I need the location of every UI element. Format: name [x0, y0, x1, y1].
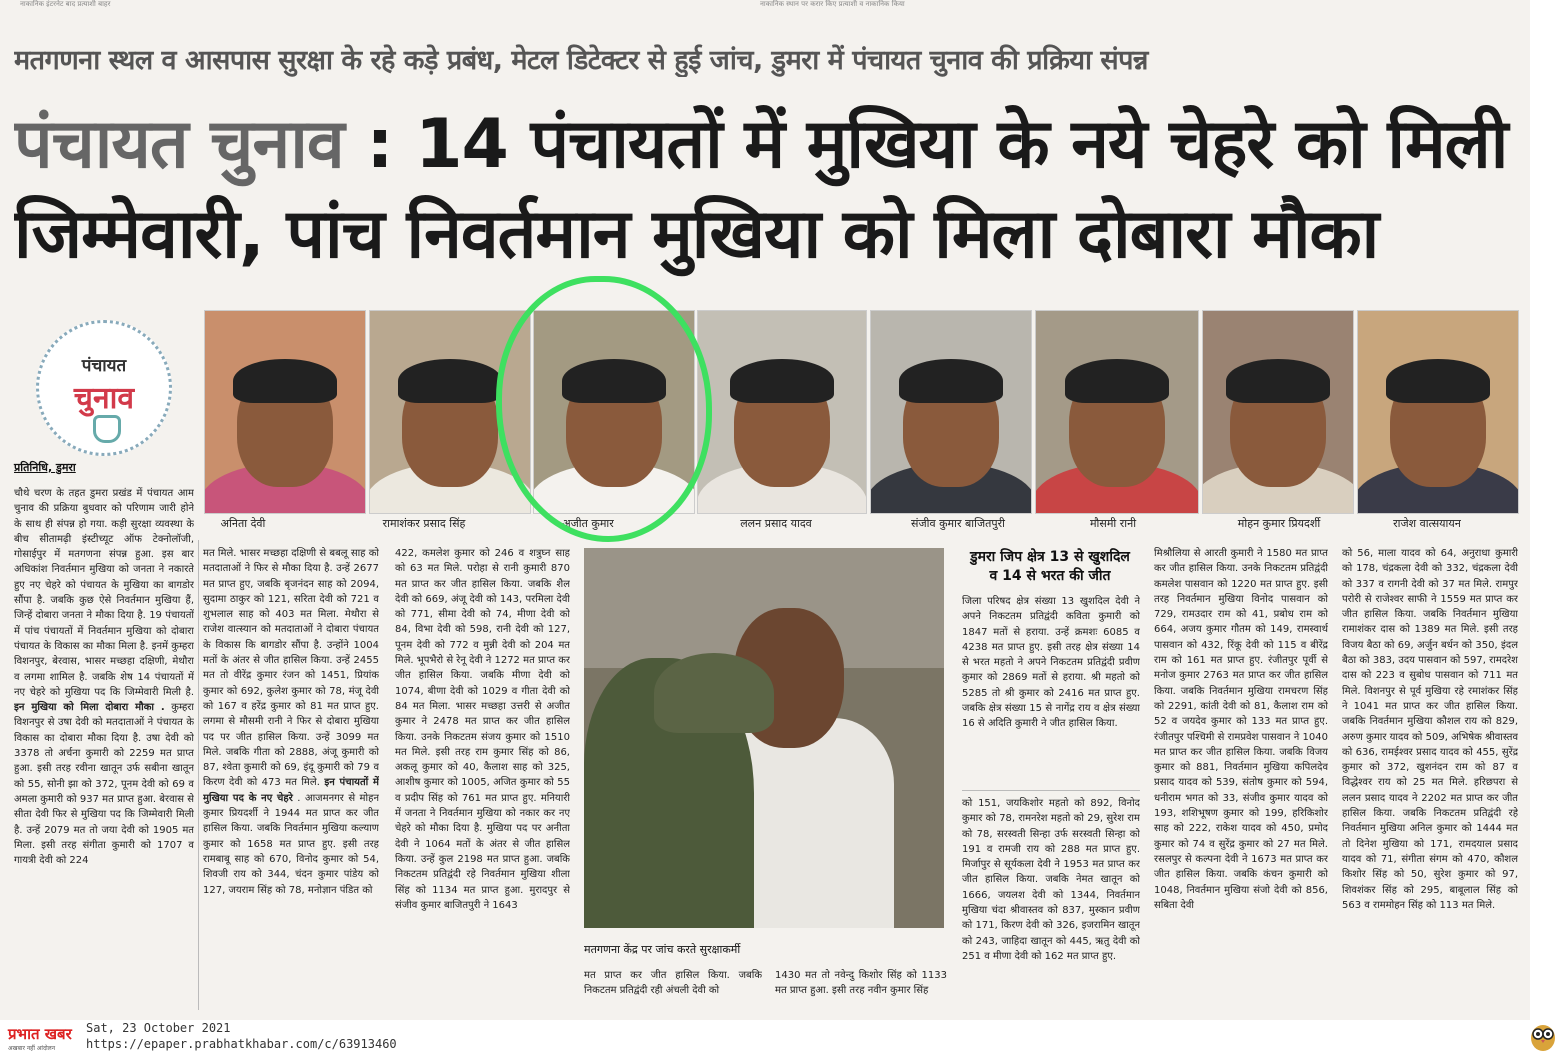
- candidate-photo: [1357, 310, 1519, 514]
- headline-line-1-rest: : 14 पंचायतों में मुखिया के नये चेहरे को मिली: [366, 105, 1508, 184]
- candidate-photo: [1035, 310, 1199, 514]
- below-photo-column-1: मत प्राप्त कर जीत हासिल किया. जबकि निकटतम प्रतिद्वंदी रही अंचली देवी को: [584, 970, 762, 997]
- article-column-2: [203, 546, 379, 1016]
- candidate-photo: [870, 310, 1032, 514]
- below-photo-column-2: 1430 मत तो नवेन्दु किशोर सिंह को 1133 मत प्राप्त हुआ. इसी तरह नवीन कुमार सिंह: [775, 970, 947, 997]
- candidate-name-caption: मोहन कुमार प्रियदर्शी: [1237, 517, 1321, 530]
- column-3-text: 422, कमलेश कुमार को 246 व शत्रुघ्न साह को 63 मत मिले. परोहा से रानी कुमारी 870 मत प्राप्त कर जीत हासिल किया. जबकि शैल देवी को 669, अंजू देवी को 143, परमिला देवी को 771, सीमा देवी को 74, मीणा देवी को 84, विभा देवी को 598, रानी देवी को 127, पूनम देवी को 772 व मुन्नी देवी को 204 मत मिले. भूपभैरो से रेनू देवी ने 1272 मत प्राप्त कर जीत हासिल किया. जबकि मीणा देवी को 1074, बीणा देवी को 1029 व गीता देवी को 84 मत मिला. भासर मच्छहा उत्तरी से अजीत कुमार ने 2478 मत प्राप्त कर जीत हासिल किया. उनके निकटतम संजय कुमार को 1510 मत मिले. इसी तरह राम कुमार सिंह को 86, अकलू कुमार को 40, कैलाश साह को 325, आशीष कुमार को 1005, अजित कुमार को 55 व प्रदीप सिंह को 761 मत प्राप्त हुए. मनियारी में जनता ने निवर्तमान मुखिया को नकार कर नए चेहरे को मौका दिया है. मुखिया पद पर अनीता देवी ने 1064 मतों के अंतर से जीत हासिल किया. उन्हें कुल 2198 मत प्राप्त हुआ. जबकि निकटतम प्रतिद्वंदी रहे निवर्तमान मुखिया शीला सिंह को 1134 मत प्राप्त हुआ. मुरादपुर से संजीव कुमार बाजितपुरी ने 1643: [395, 548, 570, 911]
- logo-tagline: अखबार नहीं आंदोलन: [8, 1045, 56, 1052]
- soldier-helmet: [654, 653, 774, 733]
- subhead-line-1: डुमरा जिप क्षेत्र 13 से खुशदिल: [970, 549, 1130, 565]
- column-divider: [198, 540, 199, 1010]
- subhead-line-2: व 14 से भरत की जीत: [989, 568, 1111, 584]
- column-1-para-1: चौथे चरण के तहत डुमरा प्रखंड में पंचायत आम चुनाव की प्रक्रिया बुधवार को परिणाम जारी होने के साथ ही संपन्न हो गया. कड़ी सुरक्षा व्यवस्था के बीच सीतामढ़ी इंस्टीच्यूट ऑफ टेक्नोलॉजी, गोसाईपुर में मतगणना संपन्न हुआ. इस बार अधिकांश निवर्तमान मुखिया को जनता ने नकारते हुए नए चेहरे को पंचायत के मुखिया का बागडोर सौंपा है. जबकि कुछ ऐसे निवर्तमान मुखिया हैं, जिन्हें दोबारा जनता ने मौका दिया है. 19 पंचायतों में पांच पंचायतों में निवर्तमान मुखिया को दोबारा पंचायत के विकास का मौका मिला है. इनमें कुम्हरा विशनपुर, बेरवास, भासर मच्छहा दक्षिणी, मेथौरा व लगमा शामिल है. जबकि शेष 14 पंचायतों में नए चेहरे को मुखिया पद कि जिम्मेवारी मिली है.: [14, 488, 194, 698]
- headline-line-1: [14, 100, 1524, 190]
- main-headline: [14, 100, 1524, 280]
- candidate-name-caption: संजीव कुमार बाजितपुरी: [911, 517, 1005, 530]
- article-column-5: मिश्रौलिया से आरती कुमारी ने 1580 मत प्राप्त कर जीत हासिल किया. उनके निकटतम प्रतिद्वंदी कमलेश पासवान को 1220 मत प्राप्त हुए. इसी तरह निवर्तमान मुखिया विनोद पासवान को 729, रामउदार राम को 41, प्रबोध राम को 664, अजय कुमार गौतम को 149, रामस्वार्थ पासवान को 432, रिंकू देवी को 115 व बीरेंद्र राम को 161 मत प्राप्त हुए. रंजीतपुर पूर्वी से मनोज कुमार 2763 मत प्राप्त कर जीत हासिल किया. जबकि निवर्तमान मुखिया रामचरण सिंह को 2291, कांती देवी को 81, कैलाश राम को 52 व जयदेव कुमार को 133 मत प्राप्त हुए. रंजीतपुर पश्चिमी से रामप्रवेश पासवान ने 1040 मत प्राप्त कर जीत हासिल किया. जबकि विजय कुमार को 881, निवर्तमान मुखिया कपिलदेव प्रसाद यादव को 539, संतोष कुमार को 594, धनीराम भगत को 33, संजीव कुमार यादव को 193, शशिभूषण कुमार को 199, हरिकिशोर साह को 222, राकेश यादव को 450, प्रमोद कुमार को 74 व सुरेंद्र कुमार को 27 मत मिले. रसलपुर से कल्पना देवी ने 1673 मत प्राप्त कर जीत हासिल किया. जबकि कंचन कुमारी को 1048, निवर्तमान मुखिया संजो देवी को 856, सबिता देवी: [1154, 548, 1328, 911]
- column-1-para-2: कुम्हरा विशनपुर से उषा देवी को मतदाताओं ने पंचायत के विकास का दोबारा मौका दिया है. उषा देवी को 3378 तो अर्चना कुमारी को 2259 मत प्राप्त हुआ. इसी तरह रवीना खातून उर्फ सबीना खातून को 55, सोनी झा को 372, पूनम देवी को 69 व अमला कुमारी को 937 मत प्राप्त हुआ. बेरवास से सीता देवी फिर से मुखिया पद कि जिम्मेवारी मिली है. उन्हें 2079 मत तो जया देवी को 1905 मत मिला. इसी तरह संगीता कुमारी को 1707 व गायत्री देवी को 224: [14, 702, 194, 867]
- zila-parishad-subhead: [957, 548, 1143, 586]
- candidate-hair: [1065, 359, 1169, 403]
- headline-line-2: जिम्मेवारी, पांच निवर्तमान मुखिया को मिला दोबारा मौका: [14, 195, 1379, 274]
- candidate-photo: [697, 310, 867, 514]
- footer-meta: [86, 1020, 397, 1052]
- candidate-hair: [1386, 359, 1490, 403]
- byline: प्रतिनिधि, डुमरा: [14, 461, 76, 474]
- security-photo-caption: मतगणना केंद्र पर जांच करते सुरक्षाकर्मी: [584, 943, 741, 956]
- zila-parishad-text: जिला परिषद क्षेत्र संख्या 13 खुशदिल देवी ने अपने निकटतम प्रतिद्वंदी कविता कुमारी को 1847 मतों से हराया. उन्हें क्रमशः 6085 व 4238 मत प्राप्त हुए. इसी तरह क्षेत्र संख्या 14 से भरत महतो ने अपने निकटतम प्रतिद्वंदी प्रवीण कुमार को 2869 मतों से हराया. श्री महतो को 5285 तो श्री कुमार को 2416 मत प्राप्त हुए. जबकि क्षेत्र संख्या 15 से नागेंद्र राय व क्षेत्र संख्या 16 से अदिति कुमारी ने जीत हासिल किया.: [962, 596, 1140, 730]
- epaper-url[interactable]: https://epaper.prabhatkhabar.com/c/63913460: [86, 1037, 397, 1051]
- edition-date: Sat, 23 October 2021: [86, 1021, 231, 1035]
- candidate-hair: [730, 359, 834, 403]
- top-strip: [0, 0, 1530, 10]
- candidate-hair: [899, 359, 1003, 403]
- candidate-photo: [1202, 310, 1354, 514]
- candidate-hair: [1226, 359, 1330, 403]
- top-strip-left: नाकानिक इंटरनेट बाद प्रत्याशी बाहर: [20, 0, 111, 8]
- logo-text: प्रभात खबर: [8, 1025, 72, 1043]
- column-2-para-1: मत मिले. भासर मच्छहा दक्षिणी से बबलू साह को मतदाताओं ने फिर से मौका दिया है. उन्हें 2677 मत प्राप्त हुए, जबकि बृजनंदन साह को 2094, सुदामा ठाकुर को 121, सरिता देवी को 721 व शुभलाल साह को 403 मत मिला. मेथौरा से राजेश वात्स्यान को मतदाताओं ने दोबारा पंचायत के विकास कि बागडोर सौंपा है. उन्होंने 1004 मतों के अंतर से जीत हासिल किया. उन्हें 2455 मत तो वीरेंद्र कुमार रंजन को 1451, प्रियांक कुमार को 692, कुलेश कुमार को 78, मंजू देवी को 167 व हरेंद्र कुमार को 81 मत प्राप्त हुए. लगमा से मौसमी रानी ने फिर से दोबारा मुखिया पद पर जीत हासिल किया. उन्हें 3099 मत मिले. जबकि गीता को 2888, अंजू कुमारी को 87, श्वेता कुमारी को 69, इंदू कुमारी को 79 व किरण देवी को 473 मत मिले.: [203, 548, 379, 789]
- logo-line-2: चुनाव: [73, 381, 135, 416]
- logo-line-1: पंचायत: [81, 356, 127, 376]
- panchayat-chunav-logo: [36, 320, 172, 456]
- column-2-para-2: . आजमनगर से मोहन कुमार प्रियदर्शी ने 1944 मत प्राप्त कर जीत हासिल किया. जबकि निवर्तमान मुखिया कल्याण कुमार को 1658 मत प्राप्त हुए. इसी तरह रामबाबू साह को 670, विनोद कुमार को 54, शिवजी राय को 344, चंदन कुमार पांडेय को 127, जयराम सिंह को 78, मनोज्ञान पंडित को: [203, 792, 379, 896]
- article-column-3: [395, 546, 570, 1016]
- hand-icon: [93, 415, 121, 443]
- article-column-4: को 151, जयकिशोर महतो को 892, विनोद कुमार को 78, रामनरेश महतो को 29, सुरेश राम को 78, सरस्वती सिन्हा उर्फ सरस्वती सिन्हा को 191 व रामजी राय को 288 मत प्राप्त हुए. मिर्जापुर से सूर्यकला देवी ने 1953 मत प्राप्त कर जीत हासिल किया. जबकि नेमत खातून को 1666, जयलश देवी को 1344, निवर्तमान मुखिया चंदा श्रीवास्तव को 837, मुस्कान प्रवीण को 171, किरण देवी को 326, इजरामिन खातून को 243, जाहिदा खातून को 445, ऋतु देवी को 251 व मीणा देवी को 162 मत प्राप्त हुए.: [962, 798, 1140, 962]
- candidate-hair: [398, 359, 502, 403]
- article-column-1: [14, 486, 194, 1016]
- candidate-name-caption: अजीत कुमार: [562, 517, 614, 530]
- prabhat-khabar-logo[interactable]: [8, 1024, 72, 1052]
- subheading-new-faces: इन पंचायतों में मुखिया पद के नए चेहरे: [203, 777, 379, 804]
- candidate-hair: [233, 359, 337, 403]
- candidate-name-caption: अनिता देवी: [220, 517, 266, 530]
- candidate-name-caption: रामाशंकर प्रसाद सिंह: [382, 517, 466, 530]
- security-check-photo: [584, 548, 944, 928]
- kicker-headline: मतगणना स्थल व आसपास सुरक्षा के रहे कड़े प्रबंध, मेटल डिटेक्टर से हुई जांच, डुमरा में पंचायत चुनाव की प्रक्रिया संपन्न: [14, 45, 1148, 76]
- headline-tag: पंचायत चुनाव: [14, 105, 344, 184]
- candidate-name-caption: राजेश वात्सयायन: [1393, 517, 1461, 530]
- top-strip-right: नाकानिक स्थान पर करार किए प्रत्याशी व नाकानिक किया: [760, 0, 905, 8]
- candidate-name-caption: ललन प्रसाद यादव: [740, 517, 812, 530]
- article-column-6: को 56, माला यादव को 64, अनुराधा कुमारी को 178, चंद्रकला देवी को 332, चंद्रकला देवी को 337 व रागनी देवी को 37 मत मिले. रामपुर परोरी से राजेश्वर साफी ने 1559 मत प्राप्त कर जीत हासिल किया. जबकि निवर्तमान मुखिया रामाशंकर दास को 1389 मत मिले. इसी तरह विजय बैठा को 69, अर्जुन बर्धन को 350, इंदल बैठा को 383, उदय पासवान को 597, रामदरेश दास को 223 व सुबोध पासवान को 711 मत मिले. विशनपुर से पूर्व मुखिया रहे रमाशंकर सिंह ने 1041 मत प्राप्त कर जीत हासिल किया. जबकि निवर्तमान मुखिया कौशल राय को 829, अरुण कुमार यादव को 509, अभिषेक श्रीवास्तव को 636, रामईश्वर प्रसाद यादव को 455, सुरेंद्र कुमार को 372, खुशनंदन राम को 87 व विद्धेश्वर राय को 25 मत मिले. हरिछपरा से ललन प्रसाद यादव ने 2202 मत प्राप्त कर जीत हासिल किया. जबकि निकटतम प्रतिद्वंदी रहे निवर्तमान मुखिया अनिल कुमार को 1444 मत तो दिनेश मुखिया को 171, रामदयाल प्रसाद यादव को 71, संगीता संगम को 470, कौशल किशोर सिंह को 50, सुरेश कुमार को 97, शिवशंकर सिंह को 295, बाबूलाल सिंह को 563 व राममोहन सिंह को 113 मत मिले.: [1342, 548, 1518, 911]
- candidate-name-caption: मौसमी रानी: [1089, 517, 1137, 530]
- section-divider: [962, 790, 1140, 791]
- candidate-photo: [204, 310, 366, 514]
- owl-icon[interactable]: [1528, 1018, 1558, 1052]
- subheading-reelected: इन मुखिया को मिला दोबारा मौका .: [14, 702, 165, 714]
